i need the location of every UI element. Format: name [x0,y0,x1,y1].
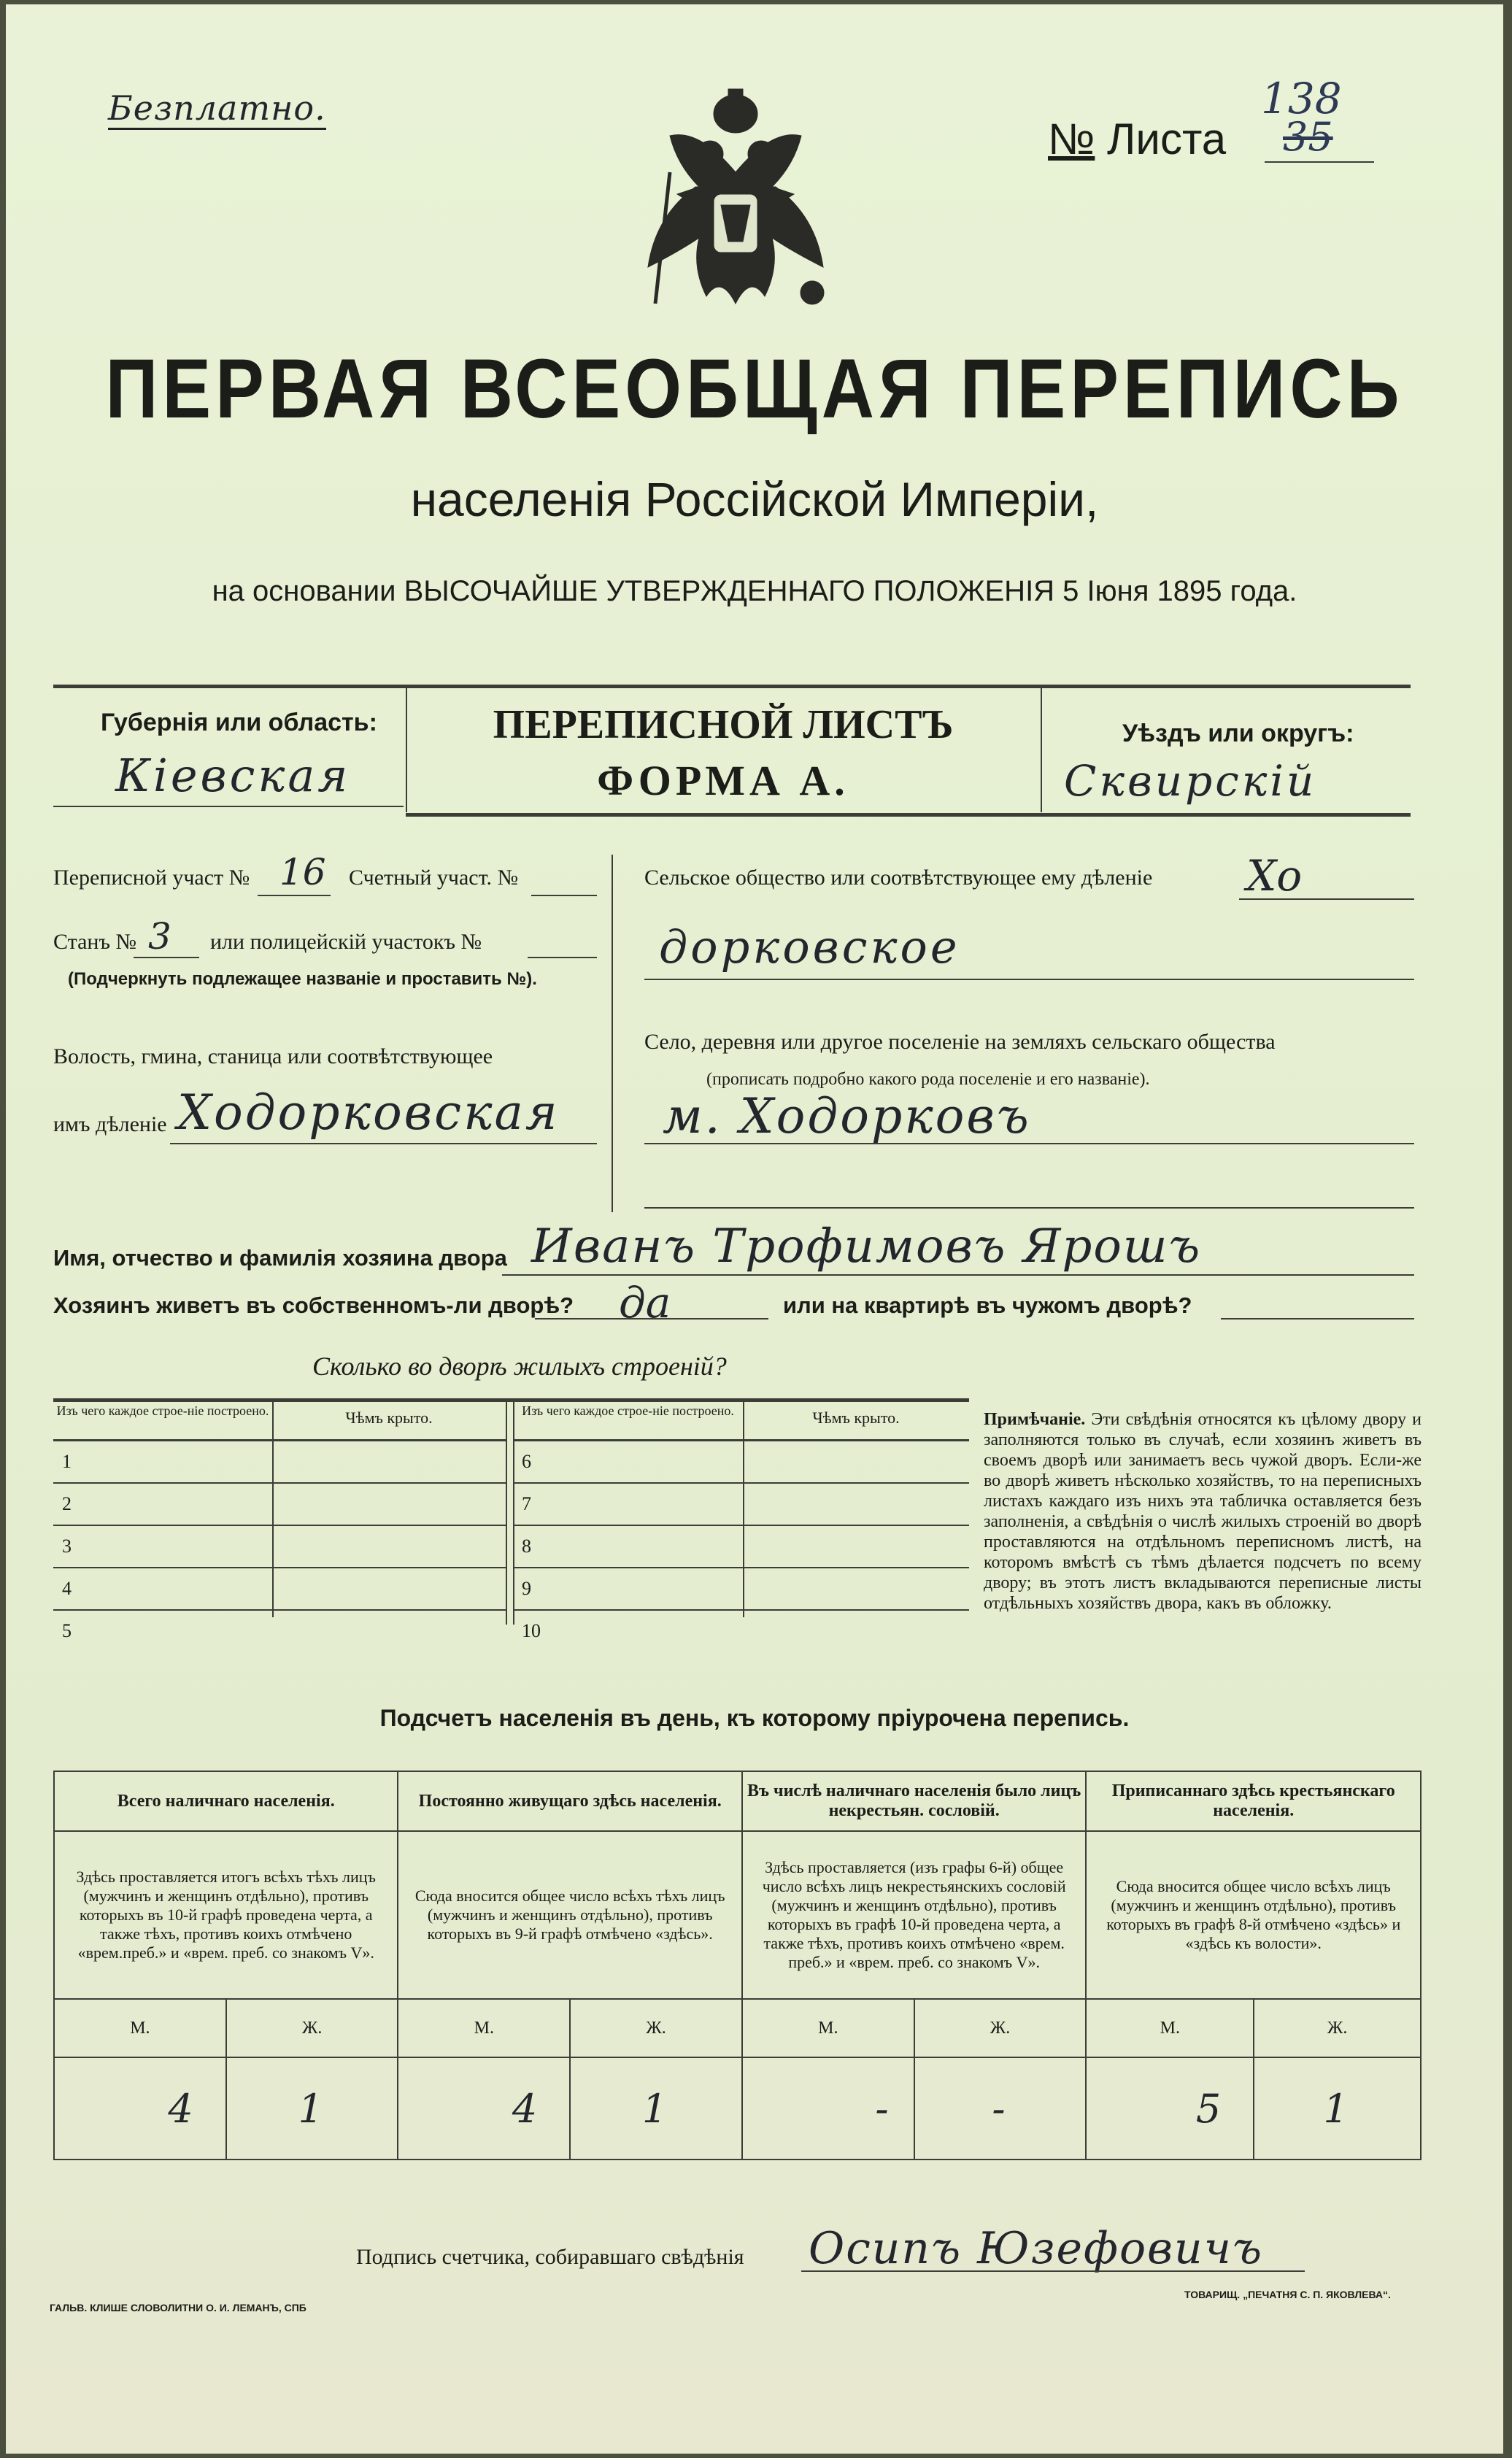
own-yard-label: Хозяинъ живетъ въ собственномъ-ли дворѣ? [53,1292,574,1318]
rural-society-mark: Хо [1246,851,1303,901]
row-number: 2 [53,1483,506,1525]
census-sheet [6,4,1503,2454]
subtitle: населенія Россійской Имперіи, [410,472,1099,526]
value-cell: 4 [54,2057,226,2160]
village-value: м. Ходорковъ [663,1088,1031,1144]
col-m-header: М. [54,1999,226,2057]
district-value: Сквирскій [1064,756,1317,806]
row-number: 6 [513,1441,969,1483]
value-cell: 1 [570,2057,742,2160]
signature-label: Подпись счетчика, собиравшаго свѣдѣнія [356,2245,744,2269]
form-title: ПЕРЕПИСНОЙ ЛИСТЪ [493,702,954,747]
row-number: 5 [53,1610,506,1652]
census-area-value: 16 [279,851,326,893]
row-number: 9 [513,1568,969,1610]
buildings-question: Сколько во дворѣ жилыхъ строеній? [312,1352,727,1381]
printer-right: ТОВАРИЩ. „ПЕЧАТНЯ С. П. ЯКОВЛЕВА“. [1184,2289,1391,2300]
underline-note: (Подчеркнуть подлежащее названіе и проставить №). [68,969,537,989]
sheet-number-prefix: № [1048,115,1095,163]
legal-basis-line: на основании ВЫСОЧАЙШЕ УТВЕРЖДЕННАГО ПОЛОЖЕНІЯ 5 Іюня 1895 года. [212,575,1297,607]
col-total-header: Всего наличнаго населенія. [54,1771,398,1831]
row-number: 3 [53,1525,506,1568]
value-cell: - [914,2057,1087,2160]
dwellings-top [53,1398,969,1402]
note-title: Примѣчаніе. [984,1410,1086,1429]
camp-line [134,957,199,958]
own-yard-value: да [619,1278,671,1328]
rural-society-line [1239,898,1414,900]
camp-label: Станъ № [53,930,137,954]
note-body: Эти свѣдѣнія относятся къ цѣлому двору и заполняются только въ случаѣ, если хозяинъ живетъ въ своемъ дворѣ или занимаетъ весь чужой дворъ. Если-же во дворѣ живетъ нѣсколько хозяйствъ, то на переписныхъ листахъ каждаго изъ нихъ эта табличка оставляется безъ заполненія, а свѣдѣнія о числѣ жилыхъ строеній во дворѣ проставляются на отдѣльномъ переписномъ листѣ, на которомъ вмѣстѣ съ тѣмъ дѣлается подсчетъ по всему двору; въ этотъ листъ вкладываются переписные листы отдѣльныхъ хозяйствъ двора, какъ въ обложку. [984,1410,1422,1613]
row-number: 10 [513,1610,969,1652]
own-yard-line [535,1318,768,1319]
village-line-2 [644,1207,1414,1209]
imperial-eagle-emblem [626,85,845,325]
police-district-label: или полицейскій участокъ № [210,930,482,954]
value-cell: 5 [1086,2057,1254,2160]
free-label: Безплатно. [108,88,326,130]
column-divider [612,855,613,1212]
col-non-peasant-header: Въ числѣ наличнаго населенія было лицъ некрестьян. сословій. [742,1771,1087,1831]
col-m-header: М. [1086,1999,1254,2057]
col-f-header: Ж. [914,1999,1087,2057]
police-line [528,957,597,958]
sheet-number-label [1048,114,1226,164]
dwellings-mid-a [506,1398,507,1625]
col-ascribed-header: Приписаннаго здѣсь крестьянскаго населенія. [1086,1771,1421,1831]
population-title: Подсчетъ населенія въ день, къ которому пріурочена перепись. [379,1705,1130,1731]
population-table [53,1771,1422,2160]
form-box-top [53,685,1411,688]
value-cell: 1 [1254,2057,1421,2160]
owner-line [502,1274,1414,1276]
main-title: ПЕРВАЯ ВСЕОБЩАЯ ПЕРЕПИСЬ [105,342,1404,436]
counting-area-line [531,895,597,896]
rural-society-value: дорковское [659,920,960,974]
row-number: 8 [513,1525,969,1568]
owner-value: Иванъ Трофимовъ Ярошъ [531,1220,1202,1274]
province-value: Кіевская [115,749,351,802]
rural-society-label: Сельское общество или соотвѣтствующее ему дѣленіе [644,866,1153,890]
province-underline [53,806,404,807]
village-note: (прописать подробно какого рода поселеніе и его названіе). [706,1070,1150,1089]
volost-label-2: имъ дѣленіе [53,1112,167,1136]
volost-value: Ходорковская [177,1084,560,1141]
rent-yard-line [1221,1318,1414,1319]
dwellings-rows-left [53,1440,506,1652]
province-label: Губернія или область: [101,709,377,736]
counting-area-label: Счетный участ. № [349,866,519,890]
value-cell: - [742,2057,914,2160]
value-cell: 4 [398,2057,570,2160]
census-area-label: Переписной участ № [53,866,250,890]
form-box-bottom [406,813,1411,817]
form-box-divider-right [1041,685,1042,812]
row-number: 4 [53,1568,506,1610]
col-m-header: М. [398,1999,570,2057]
col-f-header: Ж. [570,1999,742,2057]
roof-header-right: Чѣмъ крыто. [812,1409,900,1427]
dwellings-rows-right [513,1440,969,1652]
col-permanent-header: Постоянно живущаго здѣсь населенія. [398,1771,741,1831]
note-text [984,1409,1422,1614]
signature-line [801,2270,1305,2272]
row-number: 1 [53,1441,506,1483]
value-cell: 1 [226,2057,398,2160]
volost-line [170,1143,597,1144]
district-label: Уѣздъ или округъ: [1122,720,1354,747]
col-ascribed-desc: Сюда вносится общее число всѣхъ лицъ (мужчинъ и женщинъ отдѣльно), противъ которыхъ въ графѣ 8-й отмѣчено «здѣсь» и «здѣсь къ волости». [1086,1831,1421,1999]
village-line [644,1143,1414,1144]
camp-value: 3 [148,915,171,958]
village-label: Село, деревня или другое поселеніе на земляхъ сельскаго общества [644,1030,1276,1054]
col-m-header: М. [742,1999,914,2057]
printer-left: ГАЛЬВ. КЛИШЕ СЛОВОЛИТНИ О. И. ЛЕМАНЪ, СПБ [50,2302,306,2313]
owner-label: Имя, отчество и фамилія хозяина двора [53,1245,507,1271]
roof-header-left: Чѣмъ крыто. [345,1409,433,1427]
volost-label: Волость, гмина, станица или соотвѣтствующее [53,1044,493,1068]
signature-value: Осипъ Юзефовичъ [809,2223,1263,2274]
col-f-header: Ж. [226,1999,398,2057]
col-f-header: Ж. [1254,1999,1421,2057]
sheet-number-handwritten: 138 [1261,74,1342,123]
material-header-right: Изъ чего каждое строе-ніе построено. [522,1403,734,1418]
row-number: 7 [513,1483,969,1525]
census-area-line [258,895,331,896]
col-non-peasant-desc: Здѣсь проставляется (изъ графы 6-й) общее число всѣхъ лицъ некрестьянскихъ сословій (мужчинъ и женщинъ отдѣльно), противъ которыхъ въ графѣ 10-й проведена черта, а также тѣхъ, противъ коихъ отмѣчено «врем. преб.» и «врем. преб. со знакомъ V». [742,1831,1087,1999]
col-permanent-desc: Сюда вносится общее число всѣхъ тѣхъ лицъ (мужчинъ и женщинъ отдѣльно), противъ которыхъ въ 9-й графѣ отмѣчено «здѣсь». [398,1831,741,1999]
sheet-number-crossed: 35 [1283,114,1333,160]
col-total-desc: Здѣсь проставляется итогъ всѣхъ тѣхъ лицъ (мужчинъ и женщинъ отдѣльно), противъ которыхъ въ 10-й графѣ проведена черта, а также тѣхъ, противъ коихъ отмѣчено «врем.преб.» и «врем. преб. со знакомъ V». [54,1831,398,1999]
rent-yard-label: или на квартирѣ въ чужомъ дворѣ? [783,1292,1192,1318]
sheet-word: Листа [1107,115,1227,163]
rural-society-line-2 [644,979,1414,980]
material-header-left: Изъ чего каждое строе-ніе построено. [56,1403,269,1418]
sheet-number-underline [1265,161,1374,163]
form-subtitle: ФОРМА А. [597,757,849,804]
